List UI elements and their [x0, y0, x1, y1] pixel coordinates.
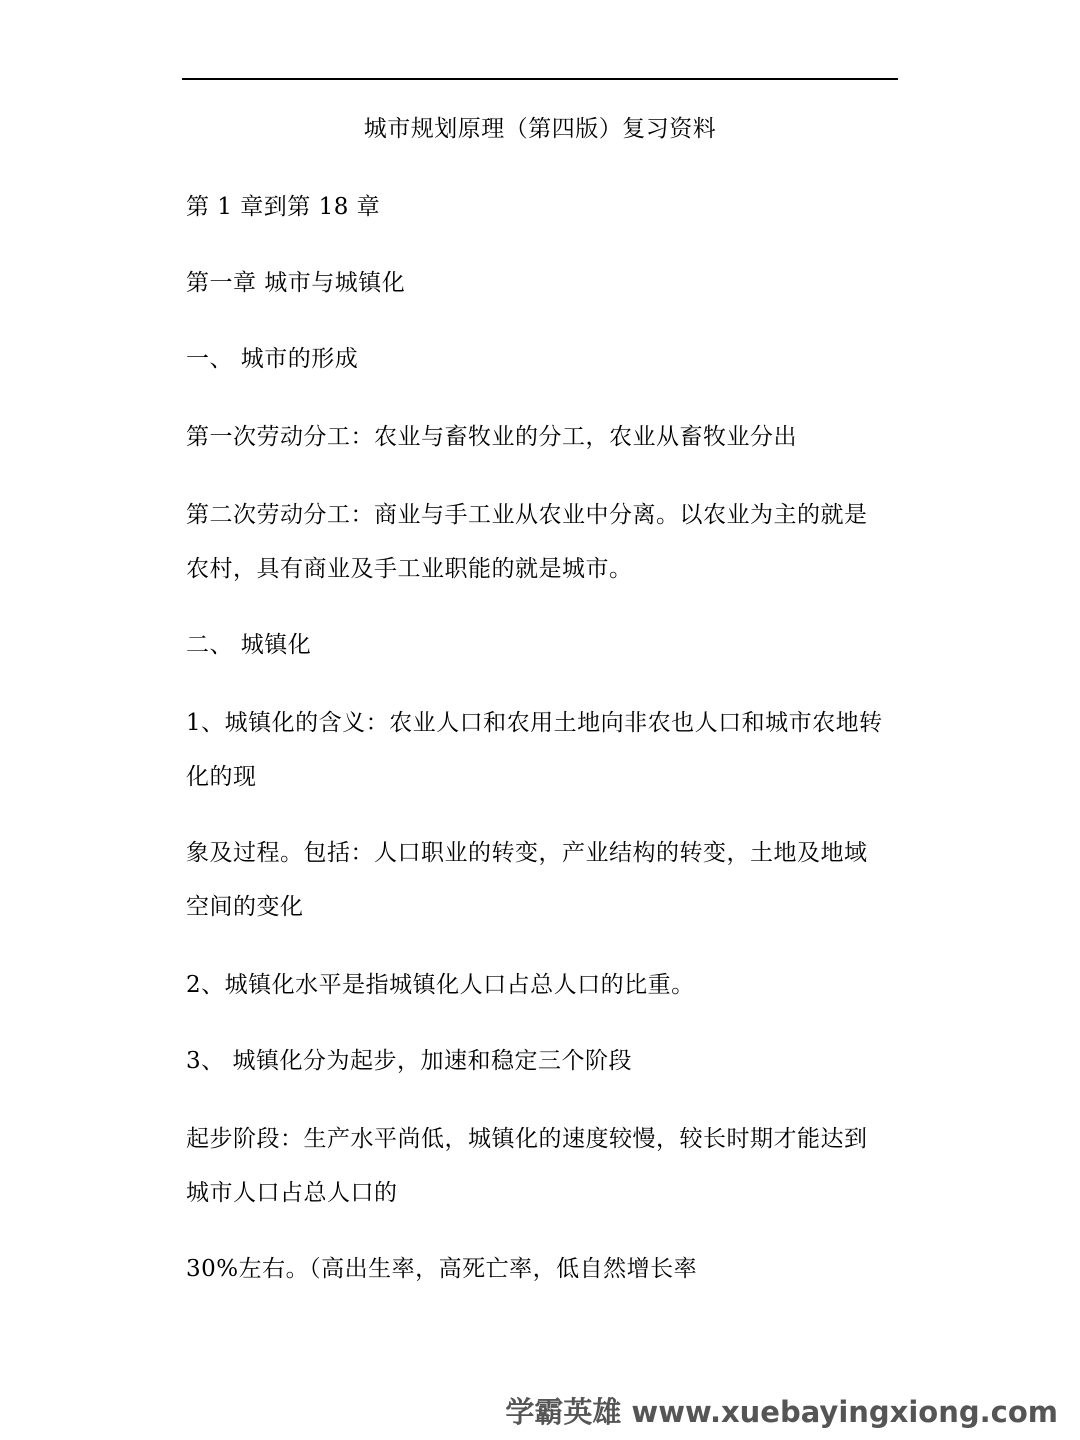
chapter-range: 第 1 章到第 18 章 [186, 194, 381, 220]
paragraph-line: 第二次劳动分工：商业与手工业从农业中分离。以农业为主的就是 [186, 502, 868, 528]
paragraph-line: 1、城镇化的含义：农业人口和农用土地向非农也人口和城市农地转 [186, 710, 883, 736]
paragraph-line: 空间的变化 [186, 894, 304, 920]
section-heading-1: 一、 城市的形成 [186, 346, 359, 372]
paragraph-line: 城市人口占总人口的 [186, 1180, 398, 1206]
chapter-heading: 第一章 城市与城镇化 [186, 270, 406, 296]
section-heading-2: 二、 城镇化 [186, 632, 312, 658]
watermark-text: 学霸英雄 www.xuebayingxiong.com [505, 1395, 1058, 1429]
paragraph-line: 起步阶段：生产水平尚低，城镇化的速度较慢，较长时期才能达到 [186, 1126, 868, 1152]
paragraph-line: 2、城镇化水平是指城镇化人口占总人口的比重。 [186, 972, 695, 998]
header-rule [182, 78, 898, 80]
document-title: 城市规划原理（第四版）复习资料 [363, 116, 717, 142]
paragraph-line: 3、 城镇化分为起步，加速和稳定三个阶段 [186, 1048, 632, 1074]
paragraph-line: 象及过程。包括：人口职业的转变，产业结构的转变，土地及地域 [186, 840, 868, 866]
paragraph-line: 化的现 [186, 764, 257, 790]
paragraph-line: 农村，具有商业及手工业职能的就是城市。 [186, 556, 633, 582]
paragraph-line: 第一次劳动分工：农业与畜牧业的分工，农业从畜牧业分出 [186, 424, 797, 450]
paragraph-line: 30%左右。（高出生率，高死亡率，低自然增长率 [186, 1256, 698, 1282]
